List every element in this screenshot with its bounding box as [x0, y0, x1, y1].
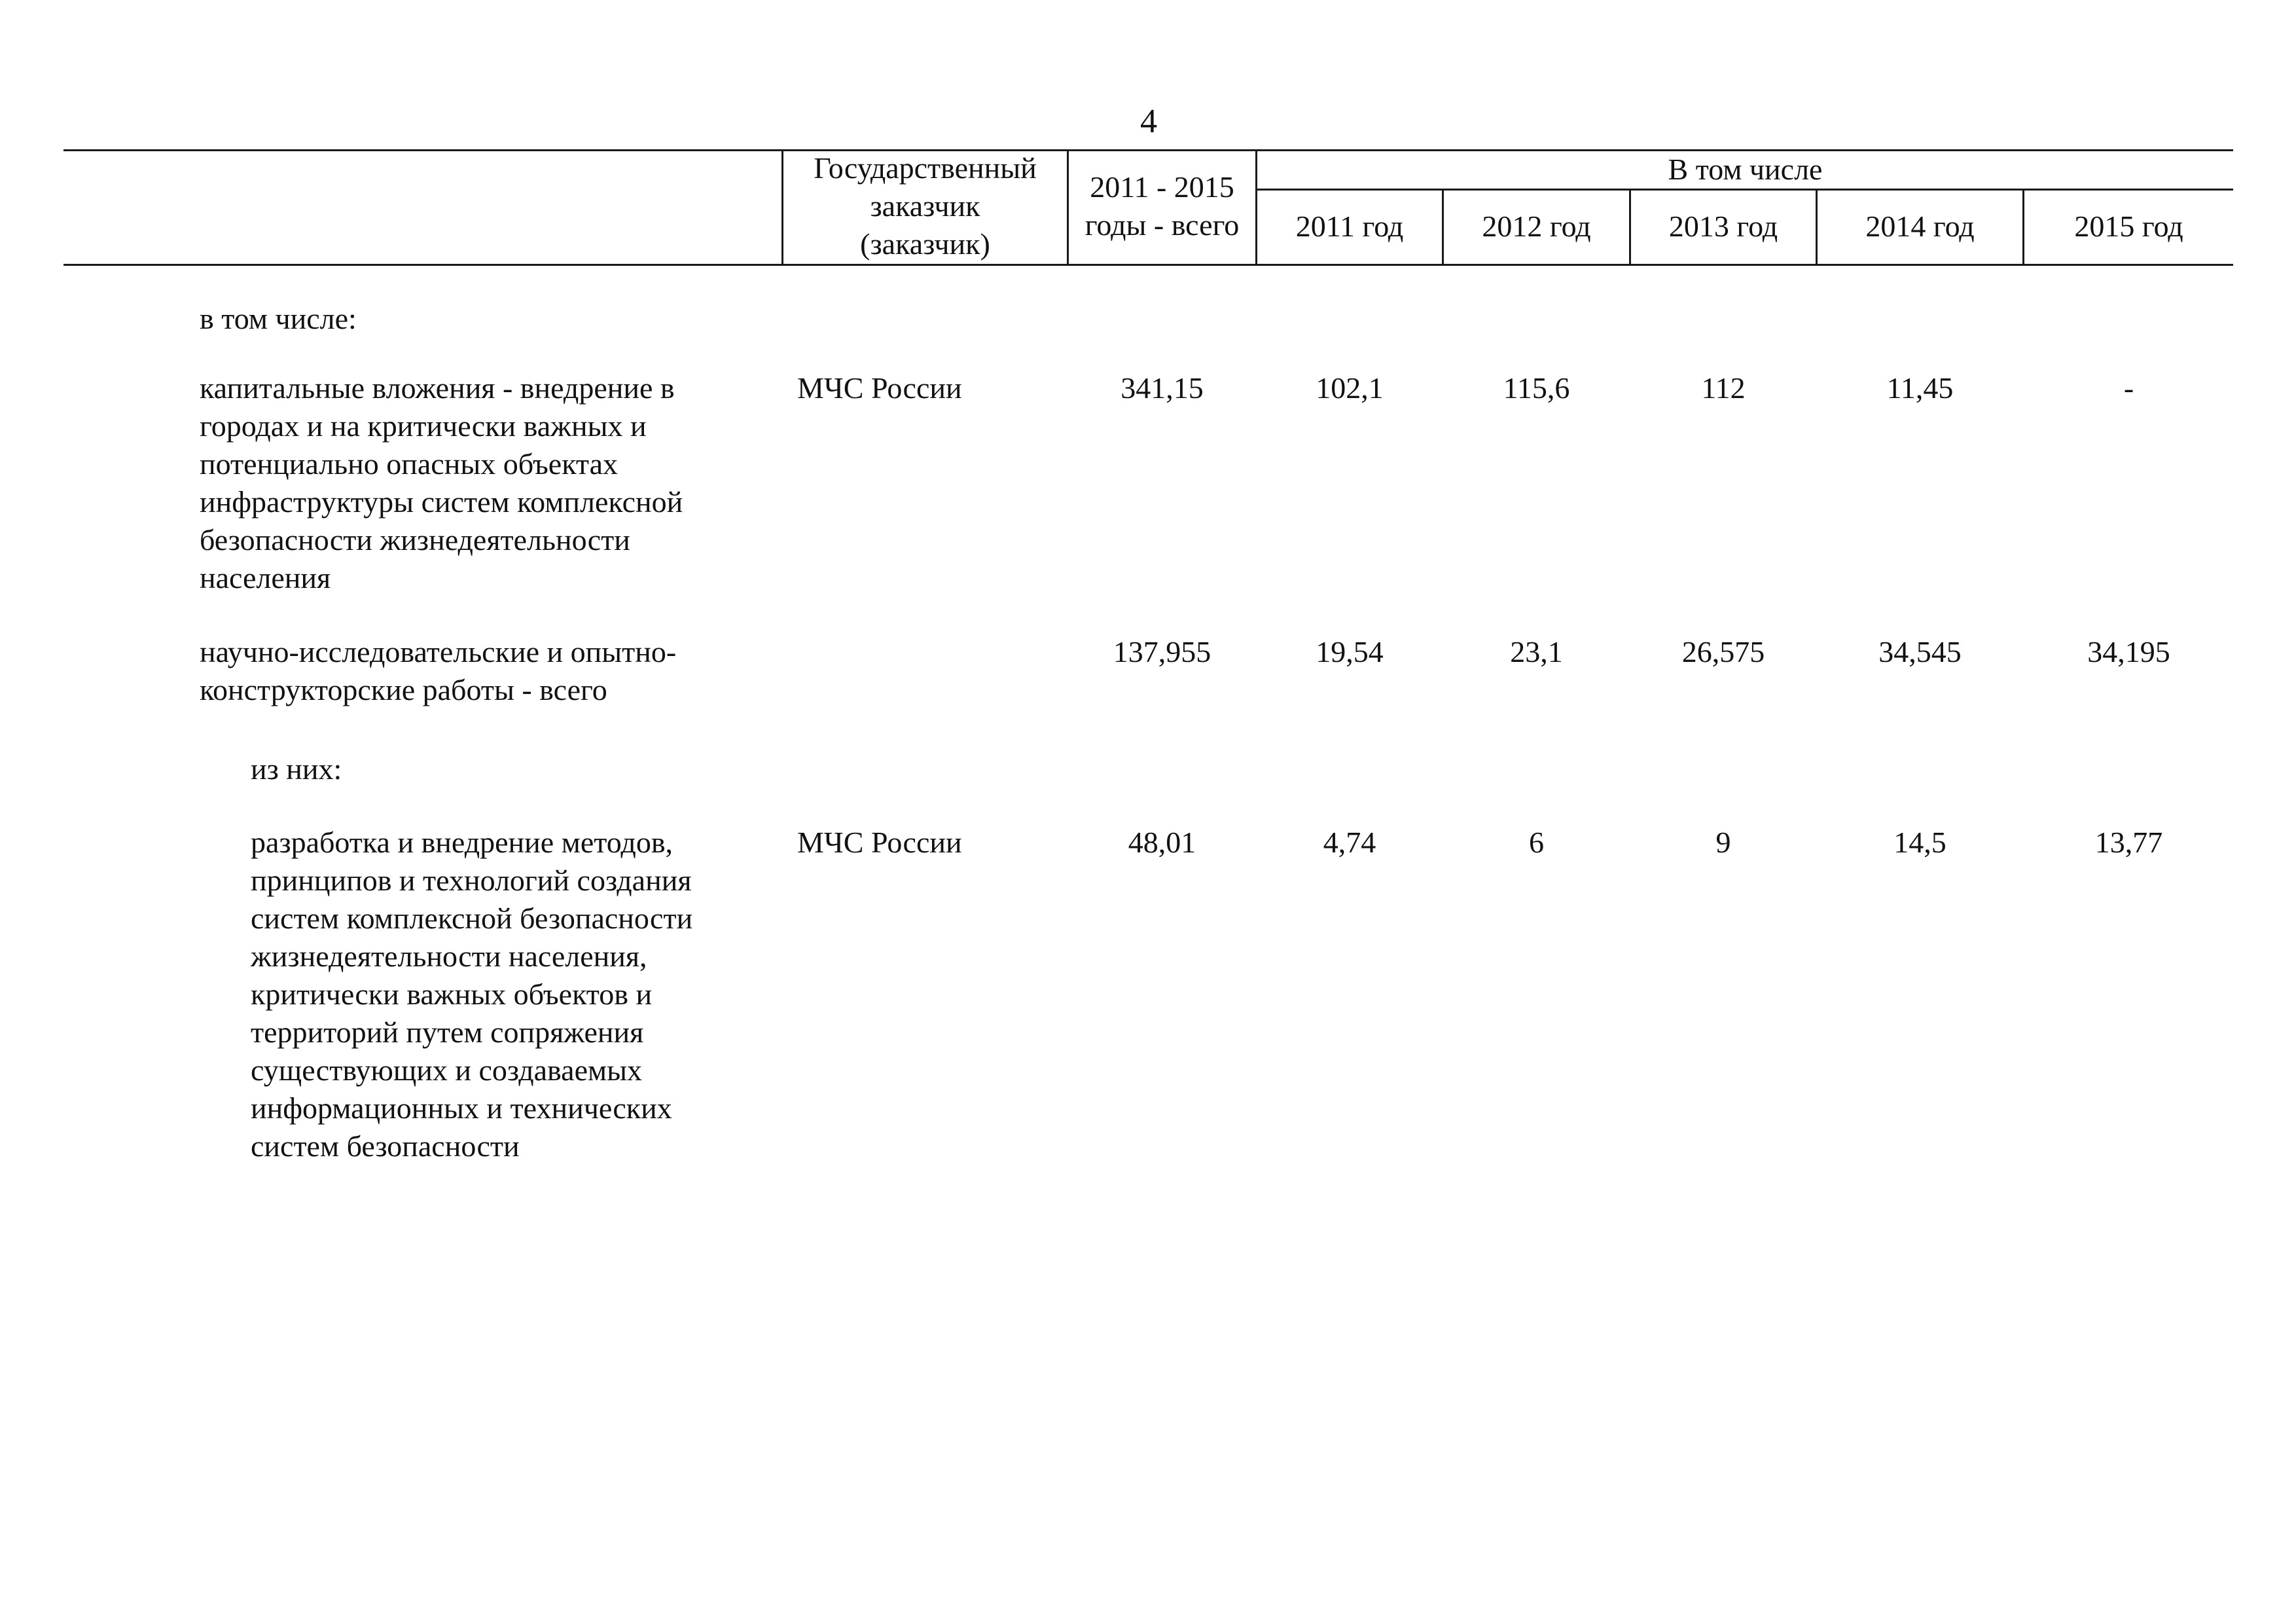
header-customer	[783, 149, 1067, 263]
row-label	[251, 750, 342, 788]
row-value: 4,74	[1323, 826, 1376, 859]
row-label-line: потенциально опасных объектах	[200, 447, 619, 481]
row-label-line: систем комплексной безопасности	[251, 902, 693, 935]
header-customer-line: заказчик	[870, 189, 980, 223]
row-label-line: территорий путем сопряжения	[251, 1015, 644, 1049]
row-label-line: критически важных объектов и	[251, 977, 653, 1011]
header-total	[1069, 168, 1255, 244]
row-value: 9	[1715, 826, 1731, 859]
row-label-line: принципов и технологий создания	[251, 864, 692, 897]
row-label-line: в том числе:	[200, 302, 357, 335]
row-label	[200, 300, 357, 338]
page-number: 4	[1140, 103, 1157, 140]
row-label	[200, 369, 683, 597]
row-value: 14,5	[1893, 826, 1946, 859]
header-total-line: годы - всего	[1085, 208, 1240, 242]
header-bottom-rule	[63, 264, 2233, 266]
row-value: 26,575	[1681, 635, 1765, 668]
row-total: 48,01	[1128, 826, 1196, 859]
row-customer: МЧС России	[797, 371, 962, 405]
row-value: 6	[1529, 826, 1544, 859]
row-label-line: жизнедеятельности населения,	[251, 939, 647, 973]
header-including: В том числе	[1668, 153, 1823, 186]
row-value: 112	[1701, 371, 1746, 405]
row-label-line: капитальные вложения - внедрение в	[200, 371, 675, 405]
header-year: 2014 год	[1865, 210, 1975, 243]
row-label-line: инфраструктуры систем комплексной	[200, 485, 683, 519]
header-year: 2012 год	[1482, 210, 1591, 243]
row-label-line: безопасности жизнедеятельности	[200, 523, 630, 556]
row-label	[200, 633, 676, 709]
row-label-line: населения	[200, 561, 331, 594]
row-value: 23,1	[1510, 635, 1563, 668]
header-customer-line: (заказчик)	[860, 227, 990, 261]
row-total: 341,15	[1121, 371, 1204, 405]
row-value: 102,1	[1316, 371, 1384, 405]
header-year: 2015 год	[2074, 210, 2183, 243]
row-total: 137,955	[1113, 635, 1211, 668]
header-year: 2011 год	[1295, 210, 1404, 243]
row-label-line: научно-исследовательские и опытно-	[200, 635, 677, 668]
row-value: 34,195	[2087, 635, 2170, 668]
row-label-line: конструкторские работы - всего	[200, 673, 607, 706]
row-value: 11,45	[1886, 371, 1954, 405]
row-value: 34,545	[1878, 635, 1962, 668]
row-label-line: разработка и внедрение методов,	[251, 826, 673, 859]
row-value: 115,6	[1503, 371, 1570, 405]
header-customer-line: Государственный	[814, 151, 1037, 185]
row-label-line: из них:	[251, 752, 342, 786]
row-label-line: существующих и создаваемых	[251, 1053, 643, 1087]
row-value: -	[2123, 371, 2134, 405]
row-value: 13,77	[2094, 826, 2163, 859]
row-label	[251, 824, 692, 1165]
header-total-line: 2011 - 2015	[1090, 170, 1234, 204]
row-label-line: информационных и технических	[251, 1091, 672, 1125]
row-customer: МЧС России	[797, 826, 962, 859]
row-label-line: городах и на критически важных и	[200, 409, 647, 443]
row-label-line: систем безопасности	[251, 1129, 520, 1163]
row-value: 19,54	[1316, 635, 1384, 668]
header-year: 2013 год	[1668, 210, 1778, 243]
header-sub-rule	[1255, 189, 2233, 191]
